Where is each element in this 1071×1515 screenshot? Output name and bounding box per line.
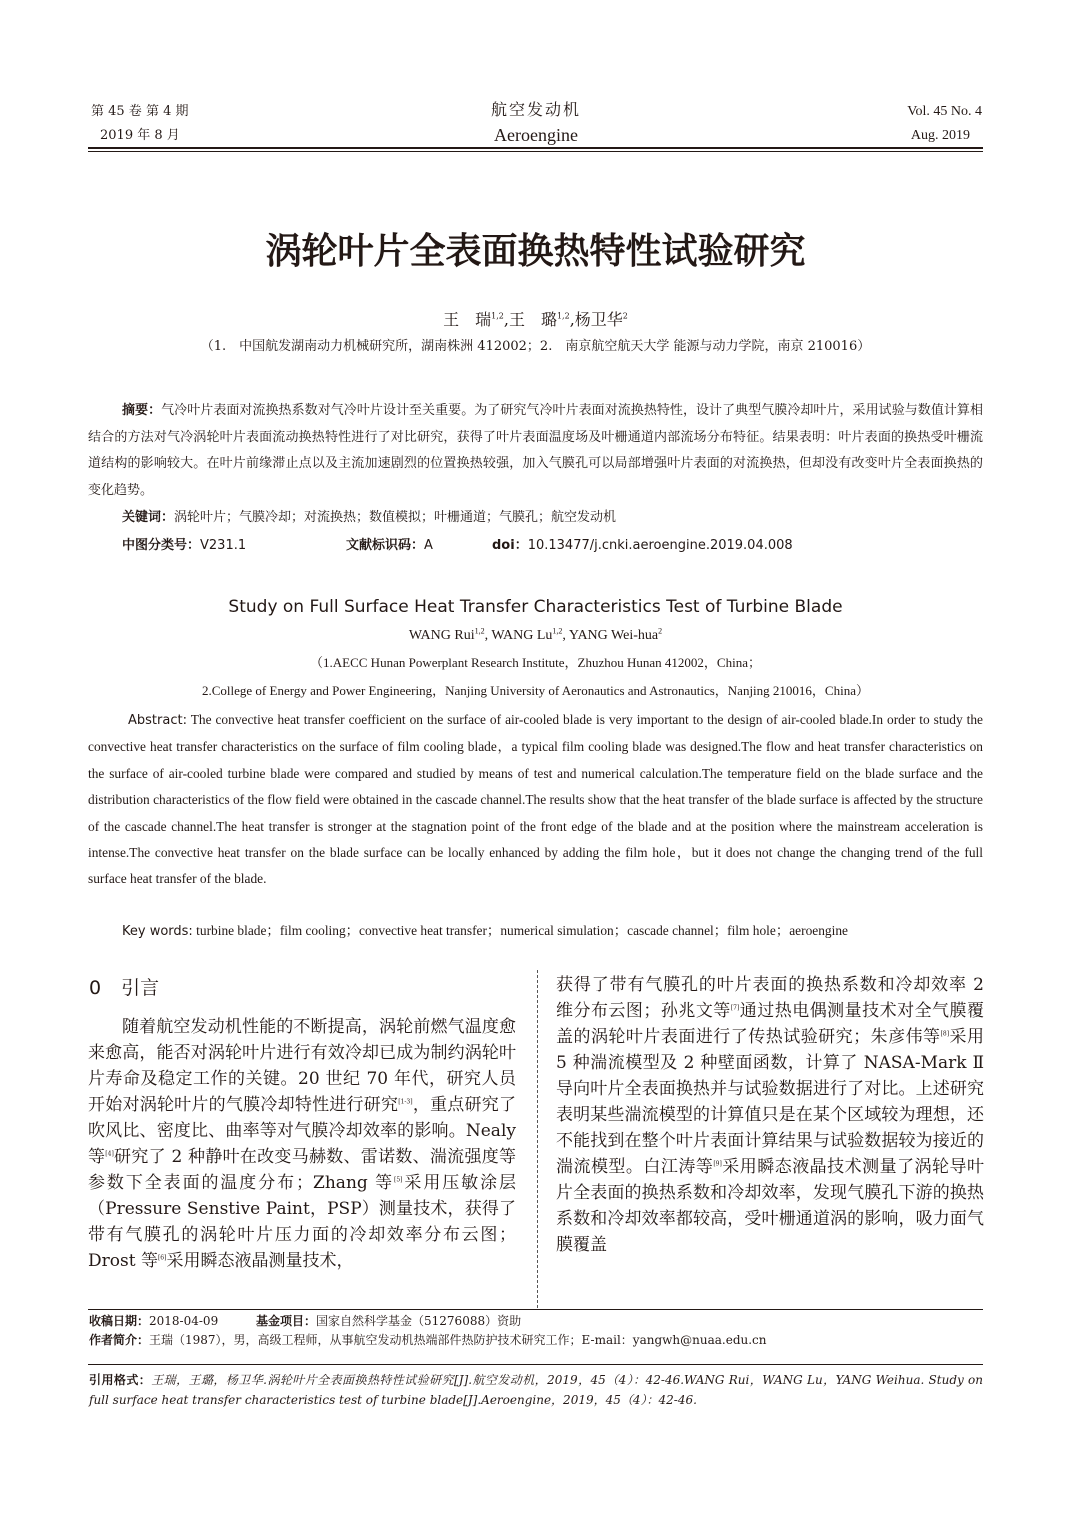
keywords-label-en: Key words: <box>122 924 193 939</box>
clc-number <box>122 536 246 556</box>
author-3-affil-en: 2 <box>658 626 663 636</box>
received-date <box>89 1313 218 1330</box>
doi <box>492 536 793 556</box>
citation-rule <box>88 1364 983 1365</box>
author-2-en: WANG Lu <box>491 628 553 643</box>
abstract-text-en: The convective heat transfer coefficient on the surface of air-cooled blade is very important to the design of air-cooled blade.In order to study the convective heat transfer characteristics on the surface of film cooling blade，a typical film cooling blade was designed.The flow and heat transfer characteristics on the surface of air-cooled turbine blade were compared and studied by means of test and numerical calculation.The temperature field on the blade surface and the distribution characteristics of the flow field were obtained in the cascade channel.The results show that the heat transfer of the blade surface is affected by the structure of the cascade channel.The heat transfer is stronger at the stagnation point of the front edge of the blade and at the position where the mainstream acceleration is intense.The convective heat transfer on the blade surface can be locally enhanced by adding the film hole，but it does not change the changing trend of the full surface heat transfer of the blade. <box>88 712 983 887</box>
citation-ref: [7] <box>730 1004 740 1012</box>
author-bio-label: 作者简介： <box>89 1333 150 1347</box>
author-2-affil-en: 1,2 <box>552 626 563 636</box>
abstract-cn <box>88 398 983 504</box>
keywords-text-cn: 涡轮叶片；气膜冷却；对流换热；数值模拟；叶栅通道；气膜孔；航空发动机 <box>174 510 617 525</box>
citation-format <box>89 1370 983 1410</box>
fund-value: 国家自然科学基金（51276088）资助 <box>316 1314 522 1328</box>
citation-label: 引用格式： <box>89 1373 152 1387</box>
date-cn: 2019 年 8 月 <box>100 128 180 143</box>
author-3-affil-cn: 2 <box>622 311 628 321</box>
citation-ref: [1-3] <box>398 1098 413 1106</box>
author-3-cn: 杨卫华 <box>574 310 623 329</box>
body-text: 通过热电偶测量技术对全气膜覆盖的涡轮叶片表面进行了传热试验研究；朱彦伟等 <box>556 1001 985 1047</box>
author-1-affil-en: 1,2 <box>474 626 485 636</box>
header-rule-thin <box>88 151 983 152</box>
body-text: 研究了 2 种静叶在改变马赫数、雷诺数、湍流强度等参数下全表面的温度分布；Zhang 等 <box>88 1147 517 1193</box>
journal-name-cn: 航空发动机 <box>490 100 581 119</box>
volume-issue-cn: 第 45 卷 第 4 期 <box>91 104 189 119</box>
date-en: Aug. 2019 <box>910 128 970 143</box>
body-text: 采用 5 种湍流模型及 2 种壁面函数，计算了 NASA-Mark Ⅱ 导向叶片全表面换热并与试验数据进行了对比。上述研究表明某些湍流模型的计算值只是在某个区域较为理想，还不能找到在整个叶片表面计算结果与试验数据较为接近的湍流模型。白江涛等 <box>556 1027 985 1177</box>
received-label: 收稿日期： <box>89 1314 150 1328</box>
author-1-en: WANG Rui <box>408 628 475 643</box>
body-text: 获得了带有气膜孔的叶片表面的换热系数和冷却效率 2 维分布云图；孙兆文等 <box>556 975 984 1021</box>
footnote-rule <box>88 1309 983 1310</box>
article-title-cn: 涡轮叶片全表面换热特性试验研究 <box>265 230 806 272</box>
body-text: 采用压敏涂层（Pressure Senstive Paint，PSP）测量技术，获得了带有气膜孔的涡轮叶片压力面的冷却效率分布云图；Drost 等 <box>88 1173 516 1271</box>
fund-label: 基金项目： <box>256 1314 317 1328</box>
clc-label: 中图分类号： <box>122 538 201 553</box>
keywords-label-cn: 关键词： <box>122 510 175 525</box>
author-separator: , <box>503 310 509 329</box>
doi-label: doi： <box>492 538 528 553</box>
intro-paragraph-1-continued <box>556 972 984 1258</box>
authors-en <box>0 626 1071 646</box>
keywords-text-en: turbine blade；film cooling；convective heat transfer；numerical simulation；cascade channel；film hole；aeroengine <box>192 923 848 938</box>
intro-paragraph-1 <box>88 1014 516 1274</box>
citation-ref: [8] <box>940 1030 950 1038</box>
author-separator: , <box>569 310 575 329</box>
affiliation-cn: （1. 中国航发湖南动力机械研究所，湖南株洲 412002；2. 南京航空航天大学 能源与动力学院，南京 210016） <box>200 339 871 354</box>
affiliation-en-1: （1.AECC Hunan Powerplant Research Institute，Zhuzhou Hunan 412002，China； <box>310 655 761 670</box>
section-title: 引言 <box>121 977 160 999</box>
affiliation-en-2: 2.College of Energy and Power Engineering，Nanjing University of Aeronautics and Astronautics，Nanjing 210016，China） <box>202 683 869 698</box>
citation-ref: [6] <box>157 1254 167 1262</box>
author-3-en: YANG Wei-hua <box>568 628 659 643</box>
document-code <box>346 536 433 556</box>
section-heading <box>89 975 159 1001</box>
citation-ref: [4] <box>105 1150 114 1158</box>
author-separator: , <box>562 628 569 643</box>
volume-issue-en: Vol. 45 No. 4 <box>907 104 982 119</box>
author-2-affil-cn: 1,2 <box>556 311 570 321</box>
received-value: 2018-04-09 <box>149 1314 219 1328</box>
fund-project <box>256 1313 521 1330</box>
citation-ref: [5] <box>394 1176 403 1184</box>
author-2-cn: 王 璐 <box>508 310 557 329</box>
author-1-affil-cn: 1,2 <box>491 311 504 321</box>
author-bio <box>89 1332 767 1349</box>
section-number: 0 <box>89 977 102 999</box>
body-left-column <box>88 1014 516 1274</box>
body-text: 采用瞬态液晶测量技术， <box>166 1251 354 1271</box>
abstract-label-cn: 摘要： <box>122 403 162 418</box>
abstract-label-en: Abstract: <box>128 713 187 728</box>
body-text: 采用瞬态液晶技术测量了涡轮导叶片全表面的换热系数和冷却效率，发现气膜孔下游的换热系数和冷却效率都较高，受叶栅通道涡的影响，吸力面气膜覆盖 <box>556 1157 984 1255</box>
keywords-en <box>122 920 848 943</box>
header-rule-thick <box>88 147 983 149</box>
article-title-en: Study on Full Surface Heat Transfer Characteristics Test of Turbine Blade <box>228 597 843 617</box>
abstract-en <box>88 707 983 893</box>
doi-value: 10.13477/j.cnki.aeroengine.2019.04.008 <box>527 538 793 553</box>
citation-ref: [9] <box>713 1160 722 1168</box>
authors-cn <box>0 309 1071 331</box>
document-code-label: 文献标识码： <box>346 538 425 553</box>
author-bio-value: 王瑞（1987），男，高级工程师，从事航空发动机热端部件热防护技术研究工作；E-mail：yangwh@nuaa.edu.cn <box>149 1333 767 1347</box>
clc-value: V231.1 <box>200 538 247 553</box>
column-divider <box>537 970 538 1308</box>
keywords-cn <box>122 508 616 528</box>
author-1-cn: 王 瑞 <box>443 310 492 329</box>
body-right-column <box>556 972 984 1258</box>
document-code-value: A <box>424 538 433 553</box>
abstract-text-cn: 气冷叶片表面对流换热系数对气冷叶片设计至关重要。为了研究气冷叶片表面对流换热特性，设计了典型气膜冷却叶片，采用试验与数值计算相结合的方法对气冷涡轮叶片表面流动换热特性进行了对比研究，获得了叶片表面温度场及叶栅通道内部流场分布特征。结果表明：叶片表面的换热受叶栅流道结构的影响较大。在叶片前缘滞止点以及主流加速剧烈的位置换热较强，加入气膜孔可以局部增强叶片表面的对流换热，但却没有改变叶片全表面换热的变化趋势。 <box>88 403 983 498</box>
body-text: 随着航空发动机性能的不断提高，涡轮前燃气温度愈来愈高，能否对涡轮叶片进行有效冷却已成为制约涡轮叶片寿命及稳定工作的关键。20 世纪 70 年代，研究人员开始对涡轮叶片的气膜冷却特性进行研究 <box>88 1017 516 1115</box>
author-separator: , <box>484 628 492 643</box>
citation-text: 王瑞，王璐，杨卫华.涡轮叶片全表面换热特性试验研究[J].航空发动机，2019，45（4）：42-46.WANG Rui，WANG Lu，YANG Weihua. Study on full surface heat transfer characteristics test of turbine blade[J].Aeroengine，2019，45（4）：42-46. <box>89 1373 983 1407</box>
journal-name-en: Aeroengine <box>494 125 578 145</box>
body-text: ，重点研究了吹风比、密度比、曲率等对气膜冷却效率的影响。Nealy 等 <box>88 1095 517 1167</box>
